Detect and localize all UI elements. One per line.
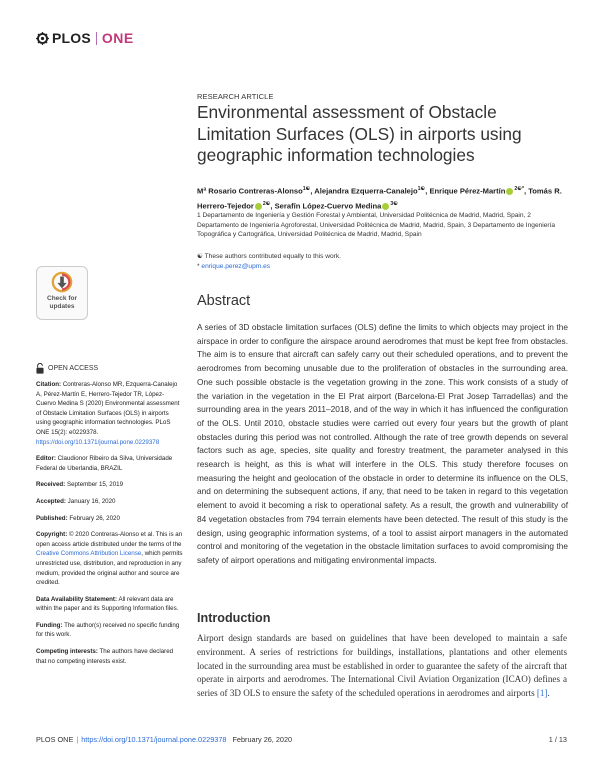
open-access-label: OPEN ACCESS <box>48 365 99 372</box>
orcid-icon[interactable] <box>506 188 513 195</box>
received-block: Received: September 15, 2019 <box>36 481 124 489</box>
orcid-icon[interactable] <box>255 203 262 210</box>
editor-block: Editor: Claudionor Ribeiro da Silva, Universidade Federal de Uberlandia, BRAZIL <box>36 455 173 472</box>
footer-doi-link[interactable]: https://doi.org/10.1371/journal.pone.0229378 <box>81 735 227 744</box>
page-number: 1 / 13 <box>548 735 567 744</box>
author-notes <box>197 252 567 271</box>
check-updates-icon <box>51 271 73 293</box>
cc-license-link[interactable]: Creative Commons Attribution License <box>36 550 142 558</box>
logo-one-text: ONE <box>101 30 134 46</box>
data-availability-block: Data Availability Statement: All relevant data are within the paper and its Supporting Information files. <box>36 595 179 613</box>
plos-one-logo[interactable] <box>36 30 134 46</box>
published-block: Published: February 26, 2020 <box>36 514 120 522</box>
plos-logo-icon <box>36 32 49 45</box>
corresponding-email: * enrique.perez@upm.es <box>197 262 271 270</box>
introduction-body: Airport design standards are based on guidelines that have been developed to maintain a safe environment. A series of restrictions for buildings, installations, plantations and other elements located in the surrounding area must be established in order to guarantee the safety of the aircraft that operate in airports and aerodromes. The International Civil Aviation Organization (ICAO) defines a series of 3D OLS to ensure the safety of the scheduled operations in aerodromes and airports [1]. <box>197 633 567 699</box>
article-type: RESEARCH ARTICLE <box>197 92 274 101</box>
page-footer: PLOS ONE | https://doi.org/10.1371/journal.pone.0229378 February 26, 2020 1 / 13 <box>36 735 567 744</box>
abstract-body: A series of 3D obstacle limitation surfaces (OLS) define the limits to which objects may project in the airspace in order to configure the airspace around aerodromes that must be kept free from obstacles. The aim is to ensure that aircraft can safely carry out their scheduled operations, and to prevent the aerodromes from becoming unusable due to the proliferation of obstacles in the surrounding area. One such possible obstacle is the vegetation growing in the zone. This work consists of a study of the variation in the vegetation in the El Prat airport (Barcelona-El Prat Josep Tarradellas) and the surrounding area in the years 2011–2018, and of the way in which it has influenced the configuration of the OLS. Until 2010, obstacle studies were carried out every four years but the growth of plant obstacles during this period was not controlled. Although the rate of tree growth depends on several factors such as age, species, site quality and forestry treatment, the parameter analysed in this research is height, as this is what will interfere in the OLS. This study therefore focuses on measuring the height and geolocation of the obstacle in order to determine its influence on the OLS, and on determining the subsequent actions, if any, that need to be taken in regard to this vegetation element to avoid it becoming a risk to operational safety. As a result, the growth and vulnerability of 84 vegetation obstacles from 794 terrain elements have been detected. The result of this study is the design, using geographic information systems, of a tool to assist airport managers in the automated control and monitoring of the vegetation in the obstacle limitation surfaces to avoid compromising the safety of airport operations and mitigating environmental impacts. <box>197 322 568 565</box>
logo-plos-text: PLOS <box>52 30 91 46</box>
author-name[interactable]: Tomás R. Herrero-Tejedor <box>197 186 562 211</box>
affiliation-text: 1 Departamento de Ingeniería y Gestión Forestal y Ambiental, Universidad Politécnica de Madrid, Madrid, Spain, 2 Departamento de Ingeniería Agroforestal, Universidad Politécnica de Madrid, Madrid, Spain, 3 Departamento de Ingeniería Topográfica y Cartográfica, Universidad Politécnica de Madrid, Madrid, Spain <box>197 212 556 239</box>
equal-contribution-note: ☯ These authors contributed equally to this work. <box>197 253 341 260</box>
introduction-heading: Introduction <box>197 611 271 625</box>
funding-block: Funding: The author(s) received no specific funding for this work. <box>36 621 180 639</box>
article-metadata-sidebar <box>36 380 184 673</box>
reference-link[interactable]: [1] <box>536 688 548 699</box>
open-lock-icon <box>36 363 44 374</box>
author-name[interactable]: Serafín López-Cuervo Medina <box>274 201 382 211</box>
logo-divider <box>96 32 97 45</box>
author-list: Mª Rosario Contreras-Alonso$^{1☯}$, Alejandra Ezquerra-Canalejo$^{1☯}$, Enrique Pérez-Martín $^{2☯*}$, Tomás R. Herrero-Tejedor $^{2☯}$, Serafín López-Cuervo Medina $^{3☯}$ <box>197 186 562 211</box>
open-access-badge <box>36 363 98 374</box>
citation-block: Citation: Contreras-Alonso MR, Ezquerra-Canalejo A, Pérez-Martín E, Herrero-Tejedor TR, López-Cuervo Medina S (2020) Environmental assessment of Obstacle Limitation Surfaces (OLS) in airports using geographic information technologies. PLoS ONE 15(2): e0229378. https://doi.org/10.1371/journal.pone.0229378 <box>36 381 180 446</box>
orcid-icon[interactable] <box>382 203 389 210</box>
footer-journal: PLOS ONE <box>36 735 74 744</box>
author-name[interactable]: Alejandra Ezquerra-Canalejo <box>314 186 418 196</box>
accepted-block: Accepted: January 16, 2020 <box>36 497 116 505</box>
affiliations <box>197 211 567 240</box>
check-updates-label: Check for updates <box>47 295 77 310</box>
abstract-heading: Abstract <box>197 293 251 309</box>
author-name[interactable]: Enrique Pérez-Martín <box>429 186 506 196</box>
check-for-updates-badge[interactable] <box>36 266 88 320</box>
citation-doi-link[interactable]: https://doi.org/10.1371/journal.pone.0229378 <box>36 438 160 446</box>
copyright-block: Copyright: © 2020 Contreras-Alonso et al. This is an open access article distributed under the terms of the Creative Commons Attribution License, which permits unrestricted use, distribution, and reproduction in any medium, provided the original author and source are credited. <box>36 531 183 587</box>
email-link[interactable]: enrique.perez@upm.es <box>201 262 271 270</box>
author-name[interactable]: Mª Rosario Contreras-Alonso <box>197 186 303 196</box>
competing-interests-block: Competing interests: The authors have declared that no competing interests exist. <box>36 648 174 665</box>
footer-date: February 26, 2020 <box>232 735 293 744</box>
article-title: Environmental assessment of Obstacle Limitation Surfaces (OLS) in airports using geographic information technologies <box>197 102 522 165</box>
